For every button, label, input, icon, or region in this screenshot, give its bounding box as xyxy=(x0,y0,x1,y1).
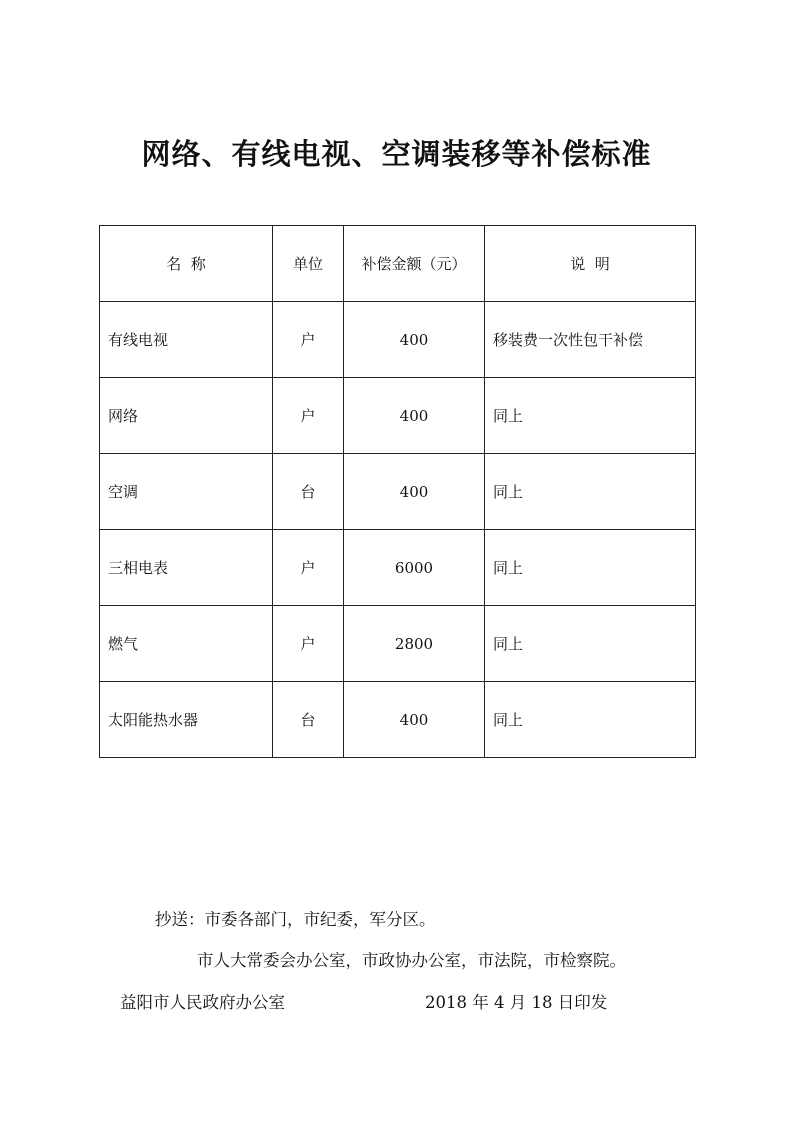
row-name: 空调 xyxy=(100,454,273,530)
row-unit: 台 xyxy=(273,454,344,530)
header-note: 说 明 xyxy=(485,226,696,302)
cc-line-1: 抄送：市委各部门，市纪委，军分区。 xyxy=(155,910,436,929)
row-note: 同上 xyxy=(485,378,696,454)
compensation-table xyxy=(99,225,696,758)
table-row xyxy=(100,606,696,682)
row-note: 同上 xyxy=(485,454,696,530)
row-amount: 400 xyxy=(344,302,485,378)
row-note: 移装费一次性包干补偿 xyxy=(485,302,696,378)
cc-line-2: 市人大常委会办公室，市政协办公室，市法院，市检察院。 xyxy=(197,951,626,970)
row-amount: 400 xyxy=(344,454,485,530)
row-note: 同上 xyxy=(485,682,696,758)
row-unit: 台 xyxy=(273,682,344,758)
table-row xyxy=(100,454,696,530)
row-amount: 2800 xyxy=(344,606,485,682)
row-unit: 户 xyxy=(273,302,344,378)
row-unit: 户 xyxy=(273,606,344,682)
table-row xyxy=(100,378,696,454)
issuer: 益阳市人民政府办公室 xyxy=(120,993,285,1012)
row-note: 同上 xyxy=(485,530,696,606)
header-name: 名 称 xyxy=(100,226,273,302)
row-name: 三相电表 xyxy=(100,530,273,606)
row-amount: 400 xyxy=(344,682,485,758)
table-row xyxy=(100,302,696,378)
row-unit: 户 xyxy=(273,530,344,606)
row-name: 网络 xyxy=(100,378,273,454)
row-name: 太阳能热水器 xyxy=(100,682,273,758)
row-amount: 6000 xyxy=(344,530,485,606)
row-note: 同上 xyxy=(485,606,696,682)
row-name: 燃气 xyxy=(100,606,273,682)
table-row xyxy=(100,530,696,606)
document-title: 网络、有线电视、空调装移等补偿标准 xyxy=(141,137,652,171)
row-amount: 400 xyxy=(344,378,485,454)
row-unit: 户 xyxy=(273,378,344,454)
header-amount: 补偿金额（元） xyxy=(344,226,485,302)
issue-date: 2018 年 4 月 18 日印发 xyxy=(425,993,608,1012)
table-row xyxy=(100,682,696,758)
table-header-row xyxy=(100,226,696,302)
row-name: 有线电视 xyxy=(100,302,273,378)
header-unit: 单位 xyxy=(273,226,344,302)
